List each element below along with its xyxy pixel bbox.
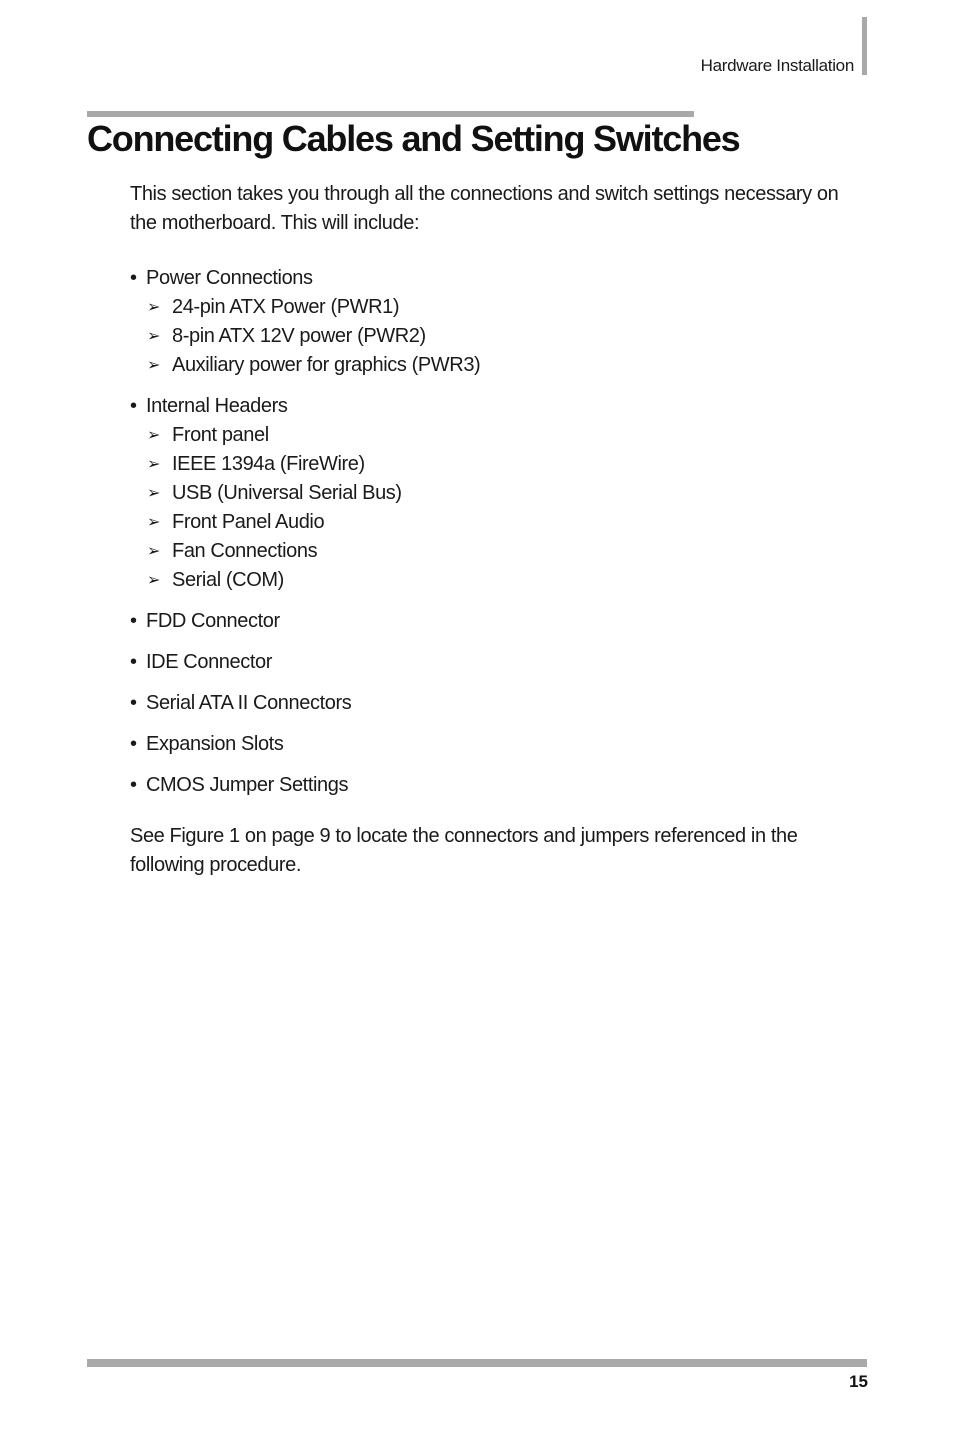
list-item-label: Expansion Slots — [146, 733, 284, 755]
arrow-bullet-icon: ➢ — [147, 514, 161, 531]
list-item-label: CMOS Jumper Settings — [146, 774, 349, 796]
list-item — [130, 730, 860, 759]
bullet-icon: • — [130, 651, 137, 673]
list-item-label: Internal Headers — [146, 395, 288, 417]
sub-list-item — [130, 293, 860, 322]
footer-rule — [87, 1359, 867, 1367]
sub-list-item — [130, 450, 860, 479]
sub-list-item-label: USB (Universal Serial Bus) — [172, 482, 402, 504]
sub-list-item-label: 8-pin ATX 12V power (PWR2) — [172, 325, 426, 347]
closing-paragraph: See Figure 1 on page 9 to locate the connectors and jumpers referenced in the following procedure. — [130, 825, 798, 876]
list-item — [130, 771, 860, 800]
sub-list-item-label: Serial (COM) — [172, 569, 284, 591]
list-item — [130, 264, 860, 293]
sub-list-item-label: Auxiliary power for graphics (PWR3) — [172, 354, 481, 376]
bullet-icon: • — [130, 610, 137, 632]
bullet-icon: • — [130, 733, 137, 755]
bullet-icon: • — [130, 395, 137, 417]
bullet-icon: • — [130, 774, 137, 796]
list-item — [130, 607, 860, 636]
list-item-label: Serial ATA II Connectors — [146, 692, 352, 714]
list-item-label: Power Connections — [146, 267, 313, 289]
intro-paragraph: This section takes you through all the connections and switch settings necessary on the motherboard. This will include: — [130, 183, 839, 234]
sub-list-item — [130, 421, 860, 450]
bullet-icon: • — [130, 267, 137, 289]
sub-list-item-label: Front panel — [172, 424, 269, 446]
arrow-bullet-icon: ➢ — [147, 299, 161, 316]
sub-list-item-label: Fan Connections — [172, 540, 318, 562]
list-group — [130, 689, 860, 718]
sub-list-item — [130, 479, 860, 508]
sub-list-item — [130, 508, 860, 537]
running-header: Hardware Installation — [700, 56, 854, 75]
list-item — [130, 392, 860, 421]
sub-list-item — [130, 537, 860, 566]
sub-list-item-label: IEEE 1394a (FireWire) — [172, 453, 365, 475]
arrow-bullet-icon: ➢ — [147, 456, 161, 473]
sub-list-item — [130, 566, 860, 595]
bullet-icon: • — [130, 692, 137, 714]
list-group — [130, 648, 860, 677]
arrow-bullet-icon: ➢ — [147, 357, 161, 374]
list-group — [130, 607, 860, 636]
list-item-label: IDE Connector — [146, 651, 272, 673]
title-rule — [87, 111, 694, 117]
arrow-bullet-icon: ➢ — [147, 427, 161, 444]
connection-list — [130, 264, 860, 800]
page-title: Connecting Cables and Setting Switches — [87, 118, 740, 159]
header-bar — [862, 17, 867, 75]
list-group — [130, 392, 860, 595]
list-group — [130, 730, 860, 759]
arrow-bullet-icon: ➢ — [147, 543, 161, 560]
list-item — [130, 689, 860, 718]
list-item-label: FDD Connector — [146, 610, 280, 632]
page-number: 15 — [849, 1372, 868, 1391]
arrow-bullet-icon: ➢ — [147, 572, 161, 589]
arrow-bullet-icon: ➢ — [147, 485, 161, 502]
sub-list-item-label: 24-pin ATX Power (PWR1) — [172, 296, 400, 318]
list-group — [130, 771, 860, 800]
sub-list-item-label: Front Panel Audio — [172, 511, 325, 533]
arrow-bullet-icon: ➢ — [147, 328, 161, 345]
list-item — [130, 648, 860, 677]
content — [130, 180, 860, 880]
list-group — [130, 264, 860, 380]
sub-list-item — [130, 322, 860, 351]
sub-list-item — [130, 351, 860, 380]
